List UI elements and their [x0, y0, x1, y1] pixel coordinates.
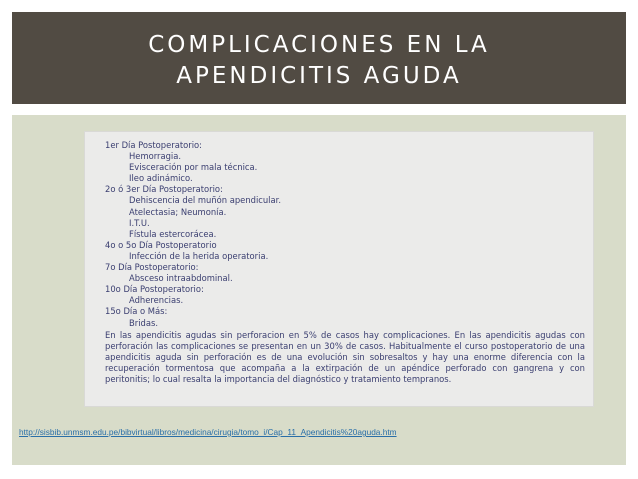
complication-item: Bridas.	[129, 317, 158, 328]
source-link[interactable]: http://sisbib.unmsm.edu.pe/bibvirtual/libros/medicina/cirugia/tomo_i/Cap_11_Apendicitis%20aguda.htm	[19, 427, 397, 437]
scanned-text-image	[84, 131, 594, 407]
complication-item: Evisceración por mala técnica.	[129, 162, 258, 173]
complication-item: Absceso intraabdominal.	[129, 273, 233, 284]
complication-item: Ileo adinámico.	[129, 173, 193, 184]
complication-item: Atelectasia; Neumonía.	[129, 206, 227, 217]
complication-item: Fístula estercorácea.	[129, 228, 217, 239]
postoperative-day-heading: 2o ó 3er Día Postoperatorio:	[105, 184, 223, 195]
complication-item: Adherencias.	[129, 295, 184, 306]
slide-title-line-2: APENDICITIS AGUDA	[176, 63, 462, 89]
complication-item: I.T.U.	[129, 217, 150, 228]
postoperative-day-heading: 1er Día Postoperatorio:	[105, 140, 202, 150]
postoperative-day-heading: 10o Día Postoperatorio:	[105, 284, 204, 295]
complication-item: Hemorragia.	[129, 151, 182, 162]
slide-title-line-1: COMPLICACIONES EN LA	[148, 32, 490, 58]
title-bar	[12, 12, 626, 104]
postoperative-day-heading: 15o Día o Más:	[105, 306, 168, 317]
summary-paragraph: En las apendicitis agudas sin perforacion en 5% de casos hay complicaciones. En las apendicitis agudas con perforación las complicaciones se presentan en un 30% de casos. Habitualmente el curso postoperatorio de una apendicitis aguda sin perforación es de una evolución sin sobresaltos y hay una enorme diferencia con la recuperación tormentosa que acompaña a la extirpación de un apéndice perforado con gangrena y con peritonitis; lo cual resalta la importancia del diagnóstico y tratamiento tempranos.	[105, 330, 585, 385]
postoperative-day-heading: 4o o 5o Día Postoperatorio	[105, 239, 217, 250]
complication-item: Dehiscencia del muñón apendicular.	[129, 195, 281, 206]
complication-list	[105, 140, 281, 329]
postoperative-day-heading: 7o Día Postoperatorio:	[105, 262, 199, 273]
complication-item: Infección de la herida operatoria.	[129, 250, 269, 261]
